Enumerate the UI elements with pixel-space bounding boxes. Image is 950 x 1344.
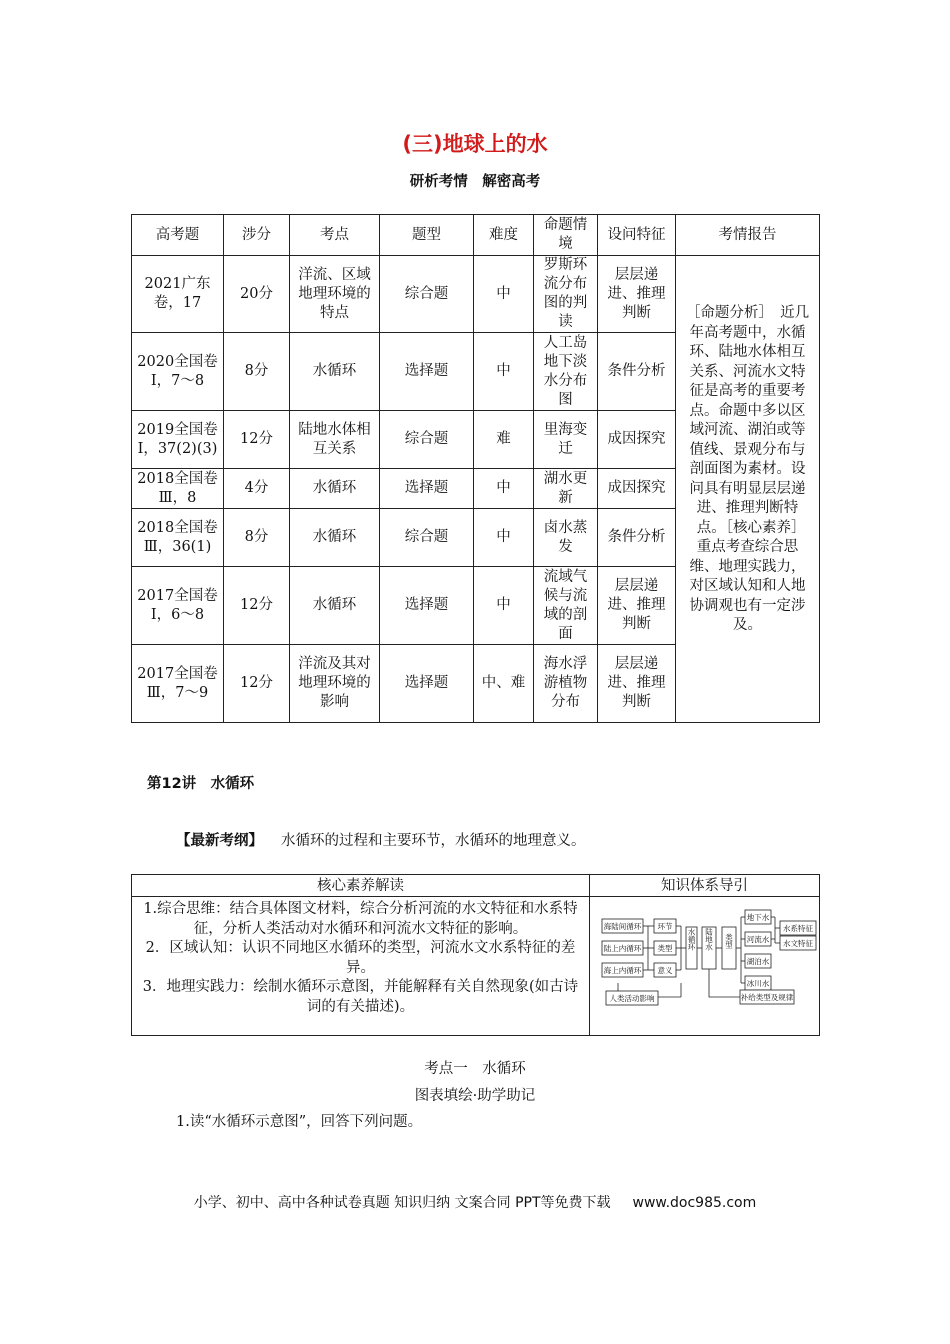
header-cell: 涉分 [224,215,290,256]
table-row [132,897,820,1036]
table-cell: 2017全国卷Ⅲ，7～9 [132,645,224,723]
diagram-label: 地下水 [746,913,770,922]
table-cell: 中 [474,256,534,333]
table-cell: 8分 [224,333,290,411]
table-cell: 层层递进、推理判断 [598,256,676,333]
knowledge-diagram-cell [590,897,820,1036]
literacy-item: 3．地理实践力：绘制水循环示意图，并能解释有关自然现象(如古诗词的有关描述)。 [142,979,579,1015]
table-cell: 洋流、区域地理环境的特点 [290,256,380,333]
diagram-label: 类型 [657,944,673,953]
exam-point-title: 考点一 水循环 [424,1061,526,1077]
literacy-table [131,874,820,1036]
diagram-label: 意义 [657,966,673,975]
header-cell: 高考题 [132,215,224,256]
table-cell: 水循环 [290,333,380,411]
table-cell: 卤水蒸发 [534,509,598,567]
table-cell: 8分 [224,509,290,567]
table-cell: 选择题 [380,333,474,411]
table-cell: 12分 [224,411,290,469]
footer-text: 小学、初中、高中各种试卷真题 知识归纳 文案合同 PPT等免费下载 [193,1195,611,1211]
header-cell: 考情报告 [676,215,820,256]
table-cell: 中 [474,333,534,411]
table-cell: 罗斯环流分布图的判读 [534,256,598,333]
table-cell: 2018全国卷Ⅲ，36(1) [132,509,224,567]
table-header-row [132,875,820,897]
table-cell: 中 [474,567,534,645]
diagram-label: 类型 [724,933,734,949]
header-cell: 考点 [290,215,380,256]
lecture-title: 第12讲 水循环 [147,776,255,792]
table-cell: 中 [474,509,534,567]
table-cell: 难 [474,411,534,469]
table-cell: 2018全国卷Ⅲ，8 [132,469,224,509]
table-cell: 流域气候与流域的剖面 [534,567,598,645]
table-cell: 条件分析 [598,333,676,411]
table-cell: 综合题 [380,509,474,567]
diagram-label: 冰川水 [746,979,770,988]
table-cell: 洋流及其对地理环境的影响 [290,645,380,723]
table-cell: 中 [474,469,534,509]
diagram-label: 湖泊水 [746,957,770,966]
syllabus-outline [176,829,586,850]
table-cell: 水循环 [290,567,380,645]
exam-analysis-table [131,214,820,723]
diagram-label: 河流水 [746,935,770,944]
diagram-label: 海陆间循环 [603,922,642,931]
diagram-label: 陆地水 [704,927,714,951]
diagram-label: 补给类型及规律 [740,993,794,1002]
literacy-item: 1.综合思维：结合具体图文材料，综合分析河流的水文特征和水系特征，分析人类活动对水循环和河流水文特征的影响。 [143,901,578,937]
header-cell: 知识体系导引 [590,875,820,897]
section-subtitle: 研析考情 解密高考 [409,174,541,190]
table-cell: 湖水更新 [534,469,598,509]
page-title: (三)地球上的水 [402,132,548,156]
table-cell: 4分 [224,469,290,509]
diagram-label: 水系特征 [783,924,813,933]
table-cell: 成因探究 [598,411,676,469]
table-cell: 12分 [224,567,290,645]
table-cell: 中、难 [474,645,534,723]
table-cell: 选择题 [380,645,474,723]
footer [0,1192,950,1212]
table-header-row [132,215,820,256]
table-cell: 层层递进、推理判断 [598,567,676,645]
outline-label: 【最新考纲】 [176,833,263,849]
diagram-label: 海上内循环 [603,966,642,975]
table-row [132,256,820,333]
literacy-cell [132,897,590,1036]
table-cell: 成因探究 [598,469,676,509]
table-cell: 2021广东卷，17 [132,256,224,333]
diagram-label: 人类活动影响 [609,994,655,1003]
knowledge-diagram [590,897,820,1031]
table-cell: 水循环 [290,509,380,567]
header-cell: 难度 [474,215,534,256]
exam-report-cell: ［命题分析］ 近几年高考题中，水循环、陆地水体相互关系、河流水文特征是高考的重要考点。命题中多以区域河流、湖泊或等值线、景观分布与剖面图为素材。设问具有明显层层递进、推理判断特点。［核心素养］ 重点考查综合思维、地理实践力，对区域认知和人地协调观也有一定涉及。 [676,256,820,723]
exam-point-subtitle: 图表填绘·助学助记 [414,1088,536,1104]
table-cell: 人工岛地下淡水分布图 [534,333,598,411]
table-cell: 20分 [224,256,290,333]
diagram-label: 陆上内循环 [603,944,642,953]
table-cell: 选择题 [380,469,474,509]
outline-text: 水循环的过程和主要环节，水循环的地理意义。 [281,833,586,849]
table-cell: 2017全国卷Ⅰ，6～8 [132,567,224,645]
table-cell: 2019全国卷Ⅰ，37(2)(3) [132,411,224,469]
table-cell: 选择题 [380,567,474,645]
table-cell: 条件分析 [598,509,676,567]
table-cell: 陆地水体相互关系 [290,411,380,469]
header-cell: 设问特征 [598,215,676,256]
header-cell: 题型 [380,215,474,256]
question-text: 1.读“水循环示意图”，回答下列问题。 [176,1114,423,1130]
table-cell: 综合题 [380,411,474,469]
diagram-label: 水文特征 [783,939,813,948]
diagram-label: 水循环 [687,927,696,951]
table-cell: 里海变迁 [534,411,598,469]
table-cell: 2020全国卷Ⅰ，7～8 [132,333,224,411]
header-cell: 命题情境 [534,215,598,256]
footer-link[interactable]: www.doc985.com [632,1195,757,1211]
header-cell: 核心素养解读 [132,875,590,897]
table-cell: 层层递进、推理判断 [598,645,676,723]
literacy-item: 2．区域认知：认识不同地区水循环的类型，河流水文水系特征的差异。 [145,940,576,976]
table-cell: 综合题 [380,256,474,333]
diagram-label: 环节 [657,922,673,931]
table-cell: 水循环 [290,469,380,509]
table-cell: 海水浮游植物分布 [534,645,598,723]
table-cell: 12分 [224,645,290,723]
